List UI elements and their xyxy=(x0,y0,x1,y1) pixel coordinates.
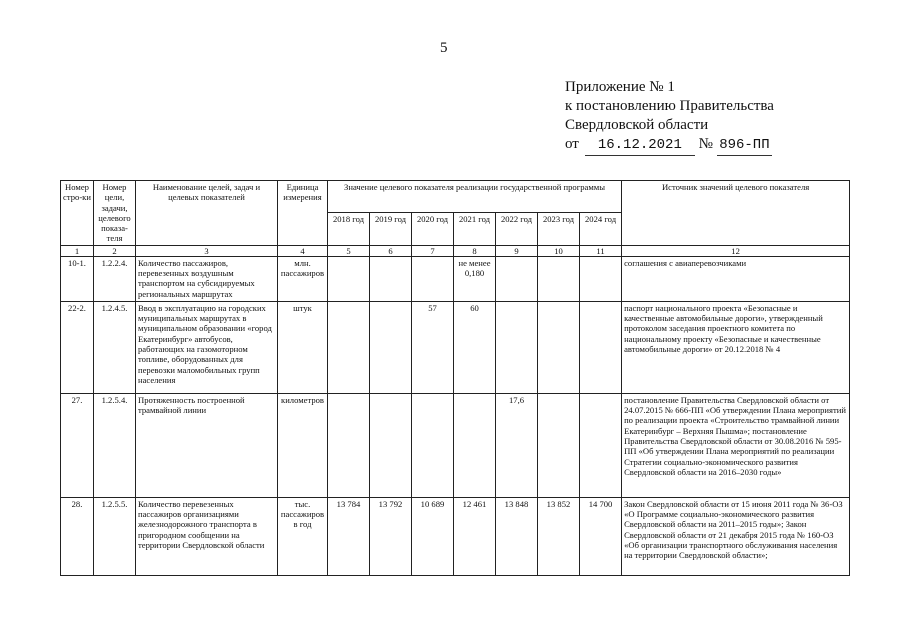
header-unit: Единица измерения xyxy=(278,181,328,246)
goal-number: 1.2.2.4. xyxy=(94,256,136,301)
table-row xyxy=(61,393,850,497)
column-number: 9 xyxy=(496,245,538,256)
unit: тыс. пассажиров в год xyxy=(278,497,328,575)
annex-number: 896-ПП xyxy=(717,136,772,156)
value-2022 xyxy=(496,301,538,393)
annex-date-line xyxy=(565,135,774,156)
annex-date: 16.12.2021 xyxy=(585,136,695,156)
value-2018 xyxy=(328,256,370,301)
value-2020: 10 689 xyxy=(412,497,454,575)
annex-title: Приложение № 1 xyxy=(565,79,675,95)
indicator-name: Количество пассажиров, перевезенных воздушным транспортом на субсидируемых региональных маршрутах xyxy=(136,256,278,301)
column-number: 4 xyxy=(278,245,328,256)
value-2019: 13 792 xyxy=(370,497,412,575)
value-2021: 12 461 xyxy=(454,497,496,575)
source: соглашения с авиаперевозчиками xyxy=(622,256,850,301)
annex-line-resolution: к постановлению Правительства xyxy=(565,98,774,114)
value-2020 xyxy=(412,256,454,301)
indicator-name: Количество перевезенных пассажиров организациями железнодорожного транспорта в пригородном сообщении на территории Свердловской области xyxy=(136,497,278,575)
header-year: 2018 год xyxy=(328,213,370,245)
table-row xyxy=(61,256,850,301)
header-year: 2021 год xyxy=(454,213,496,245)
row-number: 22-2. xyxy=(61,301,94,393)
goal-number: 1.2.5.4. xyxy=(94,393,136,497)
column-number: 10 xyxy=(538,245,580,256)
column-number: 12 xyxy=(622,245,850,256)
value-2023 xyxy=(538,256,580,301)
value-2023: 13 852 xyxy=(538,497,580,575)
value-2019 xyxy=(370,256,412,301)
value-2023 xyxy=(538,393,580,497)
value-2021: 60 xyxy=(454,301,496,393)
value-2020: 57 xyxy=(412,301,454,393)
header-source: Источник значений целевого показателя xyxy=(622,181,850,246)
header-year: 2024 год xyxy=(580,213,622,245)
header-value-group: Значение целевого показателя реализации государственной программы xyxy=(328,181,622,213)
table-row xyxy=(61,497,850,575)
source: паспорт национального проекта «Безопасные и качественные автомобильные дороги», утвержденный протоколом заседания проектного комитета по национальному проекту «Безопасные и качественные автомобильные дороги» от 20.12.2018 № 4 xyxy=(622,301,850,393)
value-2019 xyxy=(370,301,412,393)
value-2024 xyxy=(580,256,622,301)
goal-number: 1.2.5.5. xyxy=(94,497,136,575)
indicator-name: Ввод в эксплуатацию на городских муниципальных маршрутах в муниципальном образовании «город Екатеринбург» автобусов, работающих на газомоторном топливе, оборудованных для перевозки маломобильных групп населения xyxy=(136,301,278,393)
unit: штук xyxy=(278,301,328,393)
column-numbers-row xyxy=(61,245,850,256)
unit: километров xyxy=(278,393,328,497)
value-2022: 17,6 xyxy=(496,393,538,497)
source: Закон Свердловской области от 15 июня 2011 года № 36-ОЗ «О Программе социально-экономического развития Свердловской области на 2011–2015 годы»; Закон Свердловской области от 21 декабря 2015 года № 160-ОЗ «Об организации транспортного обслуживания населения на территории Свердловской области»; xyxy=(622,497,850,575)
column-number: 1 xyxy=(61,245,94,256)
header-row-number: Номер стро-ки xyxy=(61,181,94,246)
annex-block xyxy=(565,78,774,156)
page-number: 5 xyxy=(440,40,448,56)
column-number: 5 xyxy=(328,245,370,256)
unit: млн. пассажиров xyxy=(278,256,328,301)
header-name: Наименование целей, задач и целевых показателей xyxy=(136,181,278,246)
indicators-table xyxy=(60,180,850,576)
value-2023 xyxy=(538,301,580,393)
column-number: 2 xyxy=(94,245,136,256)
value-2024 xyxy=(580,301,622,393)
column-number: 7 xyxy=(412,245,454,256)
value-2022 xyxy=(496,256,538,301)
annex-line-region: Свердловской области xyxy=(565,117,709,133)
value-2019 xyxy=(370,393,412,497)
header-year: 2019 год xyxy=(370,213,412,245)
row-number: 28. xyxy=(61,497,94,575)
value-2021 xyxy=(454,393,496,497)
annex-number-label: № xyxy=(698,136,713,152)
value-2018: 13 784 xyxy=(328,497,370,575)
row-number: 10-1. xyxy=(61,256,94,301)
header-year: 2023 год xyxy=(538,213,580,245)
header-goal-number: Номер цели, задачи, целевого показа-теля xyxy=(94,181,136,246)
header-year: 2022 год xyxy=(496,213,538,245)
goal-number: 1.2.4.5. xyxy=(94,301,136,393)
column-number: 3 xyxy=(136,245,278,256)
column-number: 8 xyxy=(454,245,496,256)
row-number: 27. xyxy=(61,393,94,497)
value-2021: не менее 0,180 xyxy=(454,256,496,301)
annex-from-label: от xyxy=(565,136,579,152)
table-row xyxy=(61,301,850,393)
column-number: 11 xyxy=(580,245,622,256)
value-2022: 13 848 xyxy=(496,497,538,575)
value-2024: 14 700 xyxy=(580,497,622,575)
header-year: 2020 год xyxy=(412,213,454,245)
value-2020 xyxy=(412,393,454,497)
value-2024 xyxy=(580,393,622,497)
source: постановление Правительства Свердловской области от 24.07.2015 № 666-ПП «Об утверждении Плана мероприятий по реализации проекта «Строительство трамвайной линии Екатеринбург – Верхняя Пышма»; постановление Правительства Свердловской области от 30.08.2016 № 595-ПП «Об утверждении Плана мероприятий по реализации Стратегии социально-экономического развития Свердловской области на 2016–2030 годы» xyxy=(622,393,850,497)
value-2018 xyxy=(328,301,370,393)
indicator-name: Протяженность построенной трамвайной линии xyxy=(136,393,278,497)
value-2018 xyxy=(328,393,370,497)
column-number: 6 xyxy=(370,245,412,256)
